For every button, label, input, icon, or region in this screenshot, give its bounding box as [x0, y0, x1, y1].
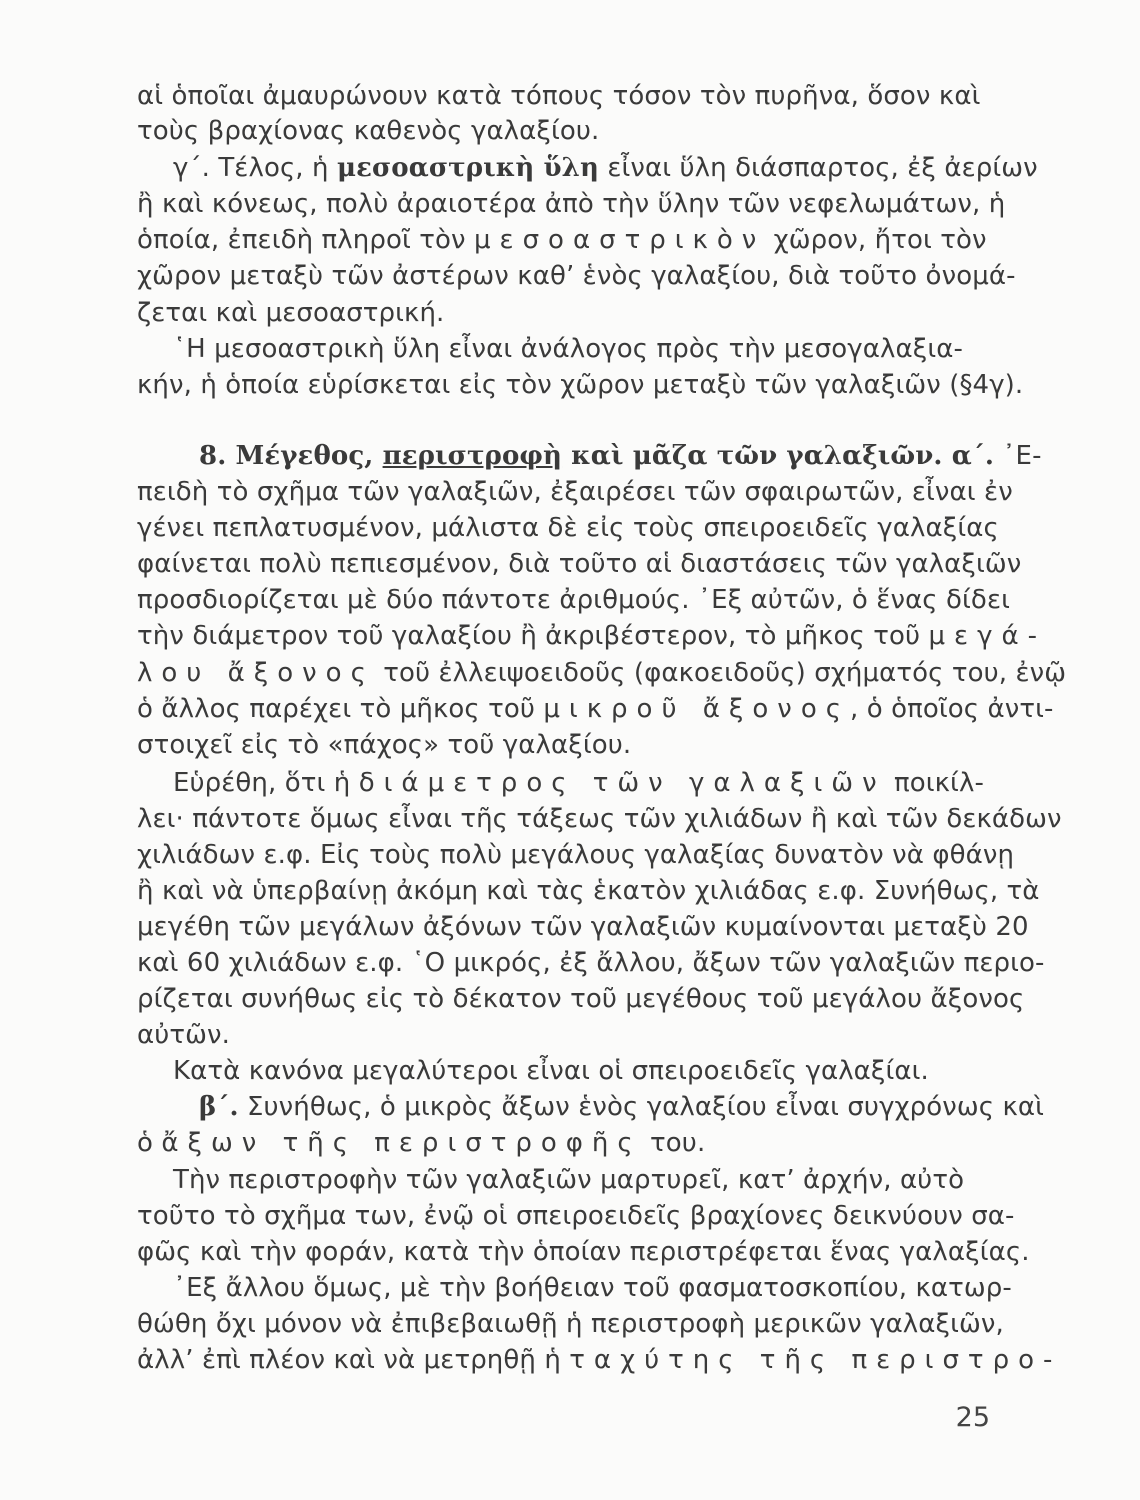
text-line — [173, 1162, 1007, 1198]
text-segment: τοὺς βραχίονας καθενὸς γαλαξίου. — [137, 116, 600, 146]
text-line — [137, 1017, 1007, 1053]
text-segment: ᾿Ε- — [994, 441, 1042, 471]
text-segment: φῶς καὶ τὴν φοράν, κατὰ τὴν ὁποίαν περιστρέφεται ἕνας γαλαξίας. — [137, 1237, 1030, 1267]
text-segment: διάμετρος τῶν γαλαξιῶν — [358, 768, 886, 798]
text-line — [137, 1125, 1007, 1161]
text-segment: θώθη ὄχι μόνον νὰ ἐπιβεβαιωθῇ ἡ περιστροφὴ μερικῶν γαλαξιῶν, — [137, 1309, 1004, 1339]
text-segment: ἢ καὶ κόνεως, πολὺ ἀραιοτέρα ἀπὸ τὴν ὕλην τῶν νεφελωμάτων, ἡ — [137, 189, 1006, 219]
text-line — [137, 655, 1067, 691]
text-segment: Κατὰ κανόνα μεγαλύτεροι εἶναι οἱ σπειροειδεῖς γαλαξίαι. — [173, 1056, 929, 1086]
text-line — [137, 510, 1007, 546]
text-segment: περιστροφὴ — [382, 441, 563, 471]
text-line — [137, 727, 1007, 763]
text-segment: αἱ ὁποῖαι ἀμαυρώνουν κατὰ τόπους τόσον τὸν πυρῆνα, ὅσον καὶ — [137, 81, 981, 111]
text-segment: ζεται καὶ μεσοαστρική. — [137, 298, 445, 328]
text-line — [137, 909, 1029, 945]
text-segment: ταχύτης τῆς περιστρο- — [569, 1345, 1062, 1375]
text-line — [137, 691, 1054, 727]
text-line — [137, 367, 1024, 403]
text-segment: προσδιορίζεται μὲ δύο πάντοτε ἀριθμούς. ᾿Εξ αὐτῶν, ὁ ἕνας δίδει — [137, 585, 1010, 615]
text-line — [137, 295, 1007, 331]
text-segment: χῶρον μεταξὺ τῶν ἀστέρων καθ’ ἑνὸς γαλαξίου, διὰ τοῦτο ὀνομά- — [137, 261, 1016, 291]
text-segment: 8. Μέγεθος, — [199, 441, 383, 471]
text-line — [137, 78, 1007, 114]
text-segment: καὶ 60 χιλιάδων ε.φ. ῾Ο μικρός, ἐξ ἄλλου, ἄξων τῶν γαλαξιῶν περιο- — [137, 948, 1045, 978]
text-segment: του. — [641, 1128, 706, 1158]
text-segment: μεσοαστρικὴ ὕλη — [336, 153, 599, 183]
text-line — [173, 150, 1038, 186]
text-segment: καὶ μᾶζα τῶν γαλαξιῶν. α΄. — [562, 441, 995, 471]
text-line — [137, 1342, 1062, 1378]
text-line — [137, 582, 1010, 618]
text-line — [137, 258, 1016, 294]
text-segment: ὁποία, ἐπειδὴ πληροῖ τὸν — [137, 225, 474, 255]
text-line — [137, 546, 1022, 582]
text-segment: ὁ — [137, 1128, 162, 1158]
text-line — [137, 186, 1007, 222]
text-segment: λει· πάντοτε ὅμως εἶναι τῆς τάξεως τῶν χιλιάδων ἢ καὶ τῶν δεκάδων — [137, 804, 1062, 834]
text-segment: ἀλλ’ ἐπὶ πλέον καὶ νὰ μετρηθῇ ἡ — [137, 1345, 570, 1375]
text-segment: ρίζεται συνήθως εἰς τὸ δέκατον τοῦ μεγέθους τοῦ μεγάλου ἄξονος — [137, 984, 1025, 1014]
text-segment: μικροῦ ἄξονος — [543, 694, 850, 724]
text-segment: ἢ καὶ νὰ ὑπερβαίνῃ ἀκόμη καὶ τὰς ἑκατὸν χιλιάδας ε.φ. Συνήθως, τὰ — [137, 876, 1040, 906]
text-segment: τὴν διάμετρον τοῦ γαλαξίου ἢ ἀκριβέστερον, τὸ μῆκος τοῦ — [137, 621, 929, 651]
text-segment: μεγά- — [928, 621, 1047, 651]
text-line — [173, 765, 1007, 801]
text-segment: Τὴν περιστροφὴν τῶν γαλαξιῶν μαρτυρεῖ, κατ’ ἀρχήν, αὐτὸ — [173, 1165, 965, 1195]
text-segment: μεγέθη τῶν μεγάλων ἀξόνων τῶν γαλαξιῶν κυμαίνονται μεταξὺ 20 — [137, 912, 1029, 942]
text-line — [137, 837, 1015, 873]
text-segment: λου ἄξονος — [137, 658, 375, 688]
text-segment: ποικίλ- — [885, 768, 984, 798]
text-segment: χῶρον, ἤτοι τὸν — [765, 225, 987, 255]
text-segment: ὁ ἄλλος παρέχει τὸ μῆκος τοῦ — [137, 694, 544, 724]
text-segment: χιλιάδων ε.φ. Εἰς τοὺς πολὺ μεγάλους γαλαξίας δυνατὸν νὰ φθάνῃ — [137, 840, 1015, 870]
text-line — [137, 1306, 1007, 1342]
text-segment: ἄξων τῆς περιστροφῆς — [161, 1128, 642, 1158]
text-line — [137, 981, 1025, 1017]
text-line — [173, 1270, 1012, 1306]
text-segment: πειδὴ τὸ σχῆμα τῶν γαλαξιῶν, ἐξαιρέσει τῶν σφαιρωτῶν, εἶναι ἐν — [137, 477, 1013, 507]
text-line — [137, 113, 1007, 149]
text-segment: τοῦ ἐλλειψοειδοῦς (φακοειδοῦς) σχήματός του, ἐνῷ — [374, 658, 1067, 688]
text-segment: ῾Η μεσοαστρικὴ ὕλη εἶναι ἀνάλογος πρὸς τὴν μεσογαλαξια- — [173, 334, 963, 364]
text-line — [137, 1198, 1015, 1234]
text-segment: φαίνεται πολὺ πεπιεσμένον, διὰ τοῦτο αἱ διαστάσεις τῶν γαλαξιῶν — [137, 549, 1022, 579]
text-segment: εἶναι ὕλη διάσπαρτος, ἐξ ἀερίων — [599, 153, 1038, 183]
text-segment: γένει πεπλατυσμένον, μάλιστα δὲ εἰς τοὺς σπειροειδεῖς γαλαξίας — [137, 513, 999, 543]
text-segment: αὐτῶν. — [137, 1020, 230, 1050]
text-segment: Συνήθως, ὁ μικρὸς ἄξων ἑνὸς γαλαξίου εἶναι συγχρόνως καὶ — [238, 1092, 1045, 1122]
text-segment: μεσοαστρικὸν — [473, 225, 766, 255]
text-segment: β΄. — [199, 1092, 239, 1122]
text-segment: τοῦτο τὸ σχῆμα των, ἐνῷ οἱ σπειροειδεῖς βραχίονες δεικνύουν σα- — [137, 1201, 1015, 1231]
text-segment: ᾿Εξ ἄλλου ὅμως, μὲ τὴν βοήθειαν τοῦ φασματοσκοπίου, κατωρ- — [173, 1273, 1012, 1303]
text-line — [137, 945, 1045, 981]
text-segment: Εὑρέθη, ὅτι ἡ — [173, 768, 359, 798]
text-line — [137, 222, 1007, 258]
page-number: 25 — [955, 1402, 990, 1433]
text-line — [173, 331, 1007, 367]
text-segment: , ὁ ὁποῖος ἀντι- — [850, 694, 1054, 724]
text-line — [137, 801, 1062, 837]
text-line — [137, 618, 1047, 654]
text-line — [137, 474, 1013, 510]
text-line — [173, 1053, 1007, 1089]
text-line — [137, 873, 1040, 909]
text-line — [199, 1089, 1045, 1125]
text-segment: στοιχεῖ εἰς τὸ «πάχος» τοῦ γαλαξίου. — [137, 730, 632, 760]
text-line — [137, 1234, 1030, 1270]
text-segment: κήν, ἡ ὁποία εὑρίσκεται εἰς τὸν χῶρον μεταξὺ τῶν γαλαξιῶν (§4γ). — [137, 370, 1024, 400]
text-line — [199, 438, 1042, 474]
text-segment: γ΄. Τέλος, ἡ — [173, 153, 337, 183]
